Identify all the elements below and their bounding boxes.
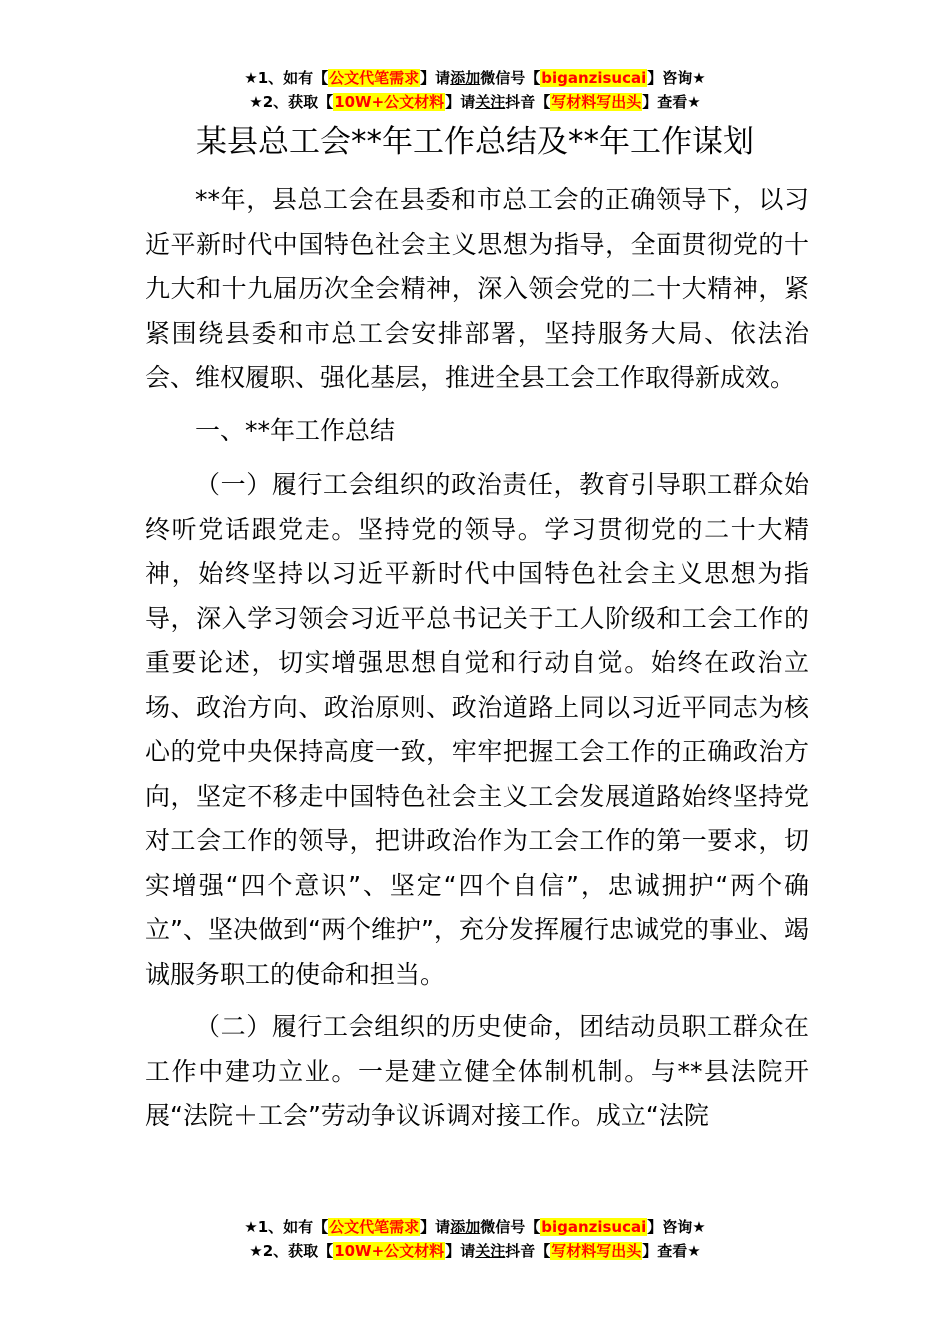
banner-line-2: ★2、获取【10W+公文材料】请关注抖音【写材料写出头】查看★ [249, 93, 701, 111]
document-title: 某县总工会**年工作总结及**年工作谋划 [196, 124, 754, 160]
banner-line-1: ★1、如有【公文代笔需求】请添加微信号【biganzisucai】咨询★ [244, 69, 706, 87]
banner-highlight-wechat: biganzisucai [541, 69, 647, 87]
intro-paragraph: **年，县总工会在县委和市总工会的正确领导下，以习近平新时代中国特色社会主义思想为指导，全面贯彻党的十九大和十九届历次全会精神，深入领会党的二十大精神，紧紧围绕县委和市总工会安排部署，坚持服务大局、依法治会、维权履职、强化基层，推进全县工会工作取得新成效。 [145, 185, 809, 392]
document-body [145, 178, 809, 1147]
header-banner [0, 66, 950, 114]
section-paragraph-1: （一）履行工会组织的政治责任，教育引导职工群众始终听党话跟党走。坚持党的领导。学习贯彻党的二十大精神，始终坚持以习近平新时代中国特色社会主义思想为指导，深入学习领会习近平总书记关于工人阶级和工会工作的重要论述，切实增强思想自觉和行动自觉。始终在政治立场、政治方向、政治原则、政治道路上同以习近平同志为核心的党中央保持高度一致，牢牢把握工会工作的正确政治方向，坚定不移走中国特色社会主义工会发展道路始终坚持党对工会工作的领导，把讲政治作为工会工作的第一要求，切实增强“四个意识”、坚定“四个自信”，忠诚拥护“两个确立”、坚决做到“两个维护”，充分发挥履行忠诚党的事业、竭诚服务职工的使命和担当。 [145, 470, 809, 989]
footer-banner [0, 1215, 950, 1263]
banner-highlight-service: 公文代笔需求 [329, 69, 420, 87]
footer-banner-line-1: ★1、如有【公文代笔需求】请添加微信号【biganzisucai】咨询★ [244, 1218, 706, 1236]
footer-banner-line-2: ★2、获取【10W+公文材料】请关注抖音【写材料写出头】查看★ [249, 1242, 701, 1260]
footer-highlight-materials: 10W+公文材料 [334, 1242, 445, 1260]
section-heading: 一、**年工作总结 [195, 415, 396, 445]
footer-highlight-douyin: 写材料写出头 [551, 1242, 642, 1260]
banner-highlight-douyin: 写材料写出头 [551, 93, 642, 111]
footer-highlight-wechat: biganzisucai [541, 1218, 647, 1236]
banner-highlight-materials: 10W+公文材料 [334, 93, 445, 111]
footer-highlight-service: 公文代笔需求 [329, 1218, 420, 1236]
section-paragraph-2: （二）履行工会组织的历史使命，团结动员职工群众在工作中建功立业。一是建立健全体制机制。与**县法院开展“法院＋工会”劳动争议诉调对接工作。成立“法院 [145, 1012, 809, 1130]
